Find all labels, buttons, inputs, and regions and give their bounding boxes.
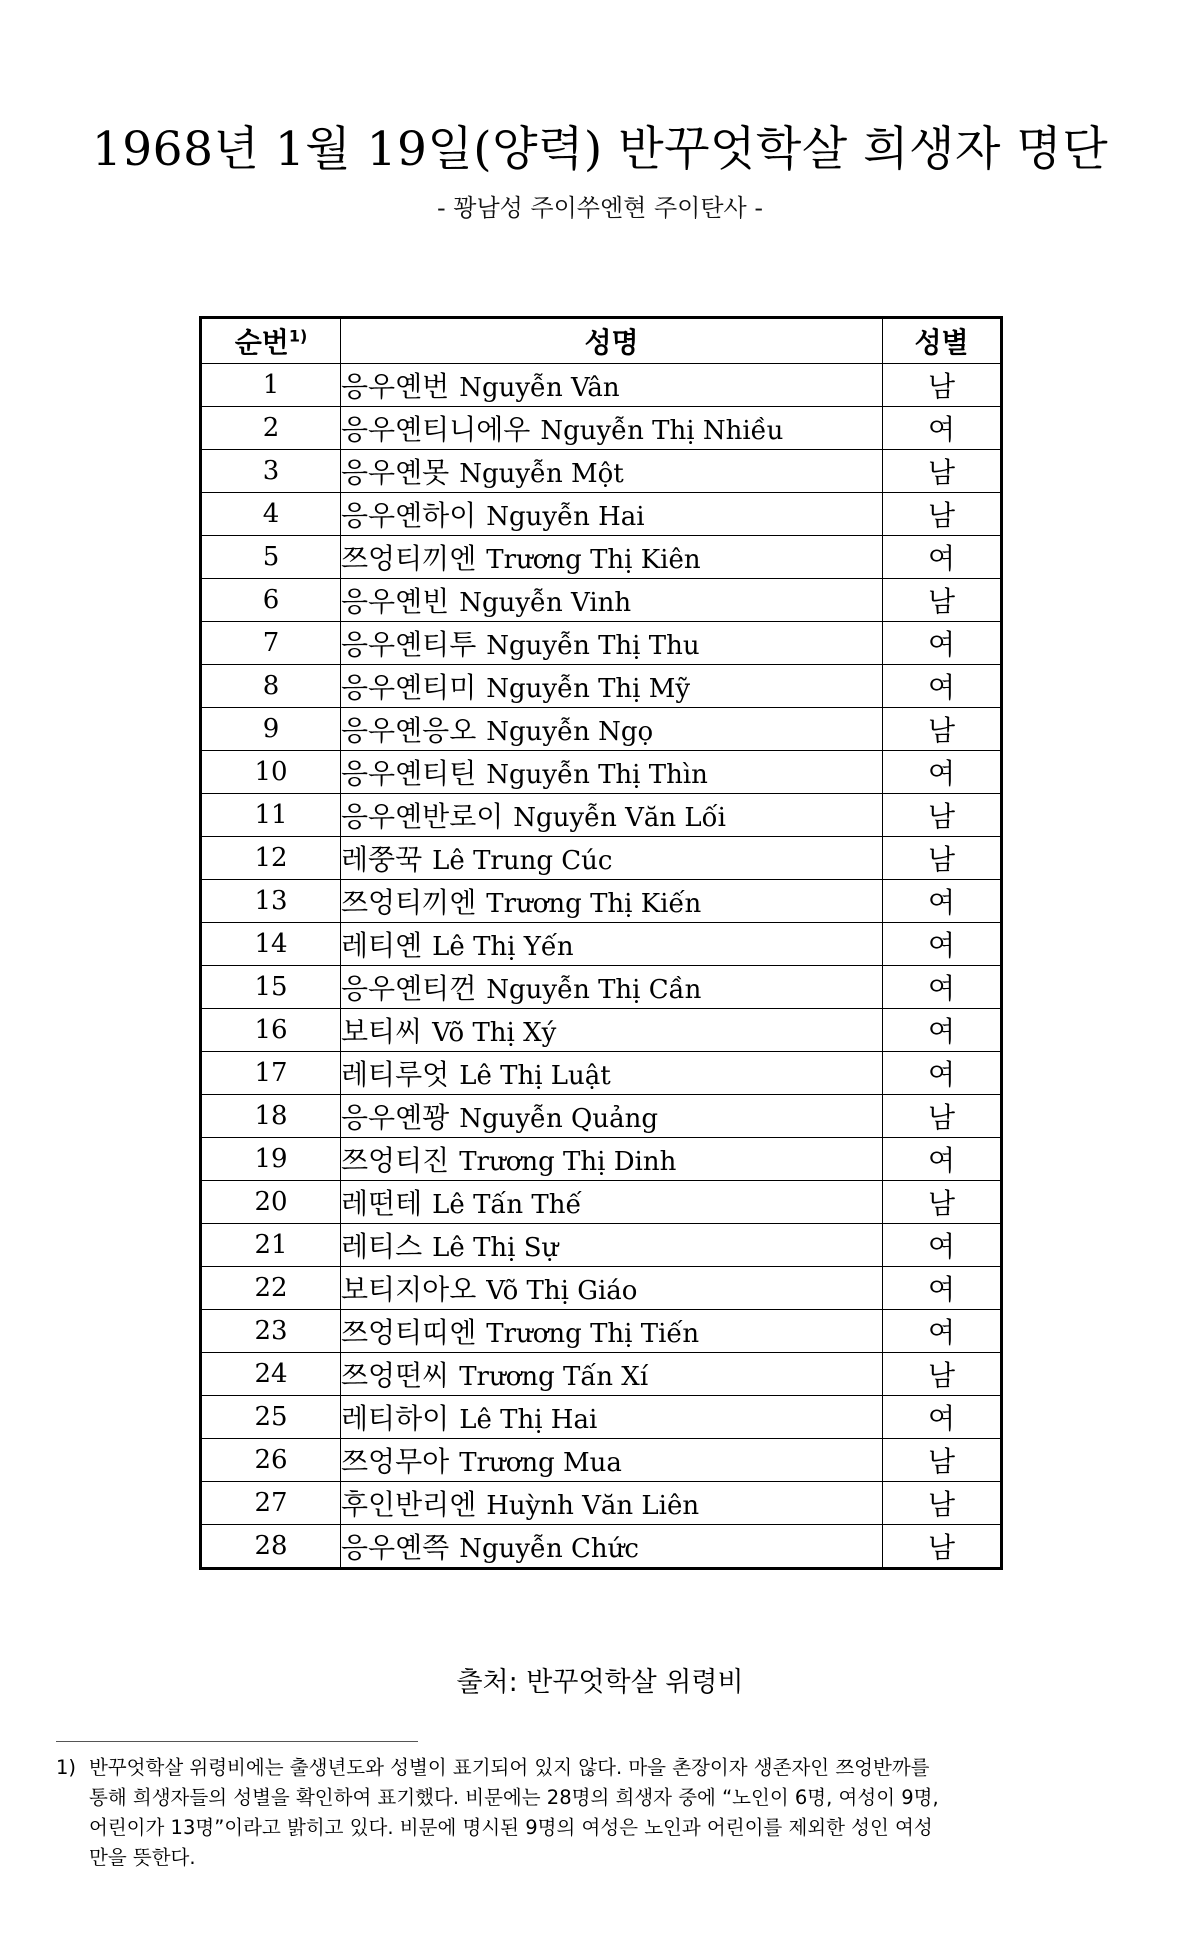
row-name: [341, 1052, 883, 1095]
header-number-label: 순번: [234, 326, 289, 359]
table-row: [201, 665, 1002, 708]
row-number: 11: [201, 794, 341, 837]
table-row: [201, 1482, 1002, 1525]
row-sex: 남: [883, 837, 1002, 880]
row-number: 18: [201, 1095, 341, 1138]
row-number: 12: [201, 837, 341, 880]
footnote-text: [89, 1753, 1146, 1873]
row-number: 7: [201, 622, 341, 665]
row-number: 5: [201, 536, 341, 579]
row-sex: 여: [883, 1267, 1002, 1310]
name-korean: 응우옌꽝: [341, 1101, 450, 1134]
row-name: [341, 880, 883, 923]
row-number: 25: [201, 1396, 341, 1439]
name-vietnamese: Nguyễn Quảng: [459, 1104, 658, 1134]
name-vietnamese: Lê Trung Cúc: [432, 846, 613, 876]
name-korean: 응우옌티투: [341, 628, 477, 661]
row-name: [341, 407, 883, 450]
row-name: [341, 1310, 883, 1353]
footnote-mark: 1): [56, 1756, 77, 1779]
row-number: 19: [201, 1138, 341, 1181]
name-korean: 응우옌빈: [341, 585, 450, 618]
name-korean: 쯔엉무아: [341, 1445, 450, 1478]
row-sex: 여: [883, 622, 1002, 665]
name-vietnamese: Lê Thị Hai: [459, 1405, 598, 1435]
name-korean: 응우옌못: [341, 456, 450, 489]
table-row: [201, 1353, 1002, 1396]
row-name: [341, 1138, 883, 1181]
name-vietnamese: Nguyễn Thị Thu: [486, 631, 700, 661]
row-name: [341, 579, 883, 622]
row-sex: 남: [883, 794, 1002, 837]
row-number: 23: [201, 1310, 341, 1353]
document-subtitle: - 꽝남성 주이쑤엔현 주이탄사 -: [436, 194, 764, 222]
footnote-reference: 1): [288, 326, 308, 346]
row-number: 4: [201, 493, 341, 536]
name-vietnamese: Nguyễn Thị Thìn: [486, 760, 708, 790]
row-sex: 여: [883, 1224, 1002, 1267]
table-row: [201, 450, 1002, 493]
row-number: 9: [201, 708, 341, 751]
name-korean: 후인반리엔: [341, 1488, 477, 1521]
row-number: 22: [201, 1267, 341, 1310]
row-name: [341, 450, 883, 493]
name-vietnamese: Trương Thị Tiến: [486, 1319, 700, 1349]
name-korean: 레떤테: [341, 1187, 423, 1220]
row-sex: 남: [883, 708, 1002, 751]
row-number: 13: [201, 880, 341, 923]
name-vietnamese: Trương Mua: [459, 1448, 622, 1478]
row-name: [341, 1396, 883, 1439]
name-korean: 보티지아오: [341, 1273, 477, 1306]
row-sex: 여: [883, 665, 1002, 708]
name-korean: 응우옌티틴: [341, 757, 477, 790]
name-vietnamese: Trương Thị Kiên: [486, 545, 701, 575]
row-name: [341, 536, 883, 579]
name-vietnamese: Lê Tấn Thế: [432, 1190, 582, 1220]
table-row: [201, 1396, 1002, 1439]
row-number: 2: [201, 407, 341, 450]
footnote-line: 만을 뜻한다.: [89, 1846, 196, 1869]
row-name: [341, 1224, 883, 1267]
footnote-line: 어린이가 13명”이라고 밝히고 있다. 비문에 명시된 9명의 여성은 노인과 어린이를 제외한 성인 여성: [89, 1816, 933, 1839]
row-name: [341, 966, 883, 1009]
header-sex: 성별: [883, 318, 1002, 364]
row-number: 26: [201, 1439, 341, 1482]
name-vietnamese: Võ Thị Giáo: [486, 1276, 638, 1306]
table-row: [201, 1310, 1002, 1353]
row-sex: 여: [883, 536, 1002, 579]
row-sex: 여: [883, 407, 1002, 450]
name-korean: 쯔엉티끼엔: [341, 542, 477, 575]
row-sex: 남: [883, 364, 1002, 407]
table-row: [201, 751, 1002, 794]
table-row: [201, 407, 1002, 450]
table-row: [201, 1224, 1002, 1267]
name-vietnamese: Nguyễn Văn Lối: [513, 803, 726, 833]
table-row: [201, 880, 1002, 923]
row-name: [341, 622, 883, 665]
footnote-line: 반꾸엇학살 위령비에는 출생년도와 성별이 표기되어 있지 않다. 마을 촌장이자 생존자인 쯔엉반까를: [89, 1756, 930, 1779]
row-sex: 여: [883, 751, 1002, 794]
table-row: [201, 622, 1002, 665]
table-row: [201, 1439, 1002, 1482]
name-korean: 응우옌하이: [341, 499, 477, 532]
row-name: [341, 1353, 883, 1396]
row-name: [341, 837, 883, 880]
row-sex: 여: [883, 1310, 1002, 1353]
table-row: [201, 1181, 1002, 1224]
table-row: [201, 536, 1002, 579]
row-sex: 남: [883, 1439, 1002, 1482]
name-vietnamese: Nguyễn Thị Nhiều: [540, 416, 784, 446]
row-name: [341, 1267, 883, 1310]
footnote-line: 통해 희생자들의 성별을 확인하여 표기했다. 비문에는 28명의 희생자 중에 “노인이 6명, 여성이 9명,: [89, 1786, 939, 1809]
name-vietnamese: Trương Thị Kiến: [486, 889, 702, 919]
name-korean: 레티하이: [341, 1402, 450, 1435]
row-name: [341, 751, 883, 794]
row-name: [341, 1095, 883, 1138]
name-vietnamese: Nguyễn Hai: [486, 502, 645, 532]
table-row: [201, 364, 1002, 407]
table-row: [201, 837, 1002, 880]
row-name: [341, 1181, 883, 1224]
name-vietnamese: Trương Thị Dinh: [459, 1147, 677, 1177]
row-sex: 남: [883, 1095, 1002, 1138]
row-number: 6: [201, 579, 341, 622]
row-number: 20: [201, 1181, 341, 1224]
row-name: [341, 1525, 883, 1569]
name-vietnamese: Nguyễn Thị Mỹ: [486, 674, 691, 704]
row-name: [341, 794, 883, 837]
row-number: 8: [201, 665, 341, 708]
row-sex: 여: [883, 966, 1002, 1009]
row-name: [341, 1009, 883, 1052]
name-korean: 쯔엉티진: [341, 1144, 450, 1177]
row-sex: 남: [883, 493, 1002, 536]
name-korean: 쯔엉티띠엔: [341, 1316, 477, 1349]
name-korean: 쯔엉떤씨: [341, 1359, 450, 1392]
row-number: 1: [201, 364, 341, 407]
name-vietnamese: Lê Thị Luật: [459, 1061, 611, 1091]
name-vietnamese: Nguyễn Một: [459, 459, 624, 489]
name-vietnamese: Nguyễn Vân: [459, 373, 620, 403]
name-korean: 응우옌티껀: [341, 972, 477, 1005]
name-korean: 응우옌반로이: [341, 800, 504, 833]
row-sex: 여: [883, 880, 1002, 923]
name-vietnamese: Võ Thị Xý: [432, 1018, 557, 1048]
name-vietnamese: Nguyễn Chức: [459, 1534, 639, 1564]
name-korean: 응우옌번: [341, 370, 450, 403]
row-name: [341, 923, 883, 966]
row-name: [341, 665, 883, 708]
table-row: [201, 1095, 1002, 1138]
footnote-divider: [56, 1741, 418, 1742]
row-sex: 남: [883, 1181, 1002, 1224]
row-sex: 남: [883, 579, 1002, 622]
header-number: [201, 318, 341, 364]
header-name: 성명: [341, 318, 883, 364]
name-korean: 응우옌티미: [341, 671, 477, 704]
row-number: 28: [201, 1525, 341, 1569]
row-sex: 남: [883, 1353, 1002, 1396]
name-vietnamese: Lê Thị Yến: [432, 932, 574, 962]
row-sex: 여: [883, 1396, 1002, 1439]
footnote: [56, 1753, 1146, 1873]
table-header-row: [201, 318, 1002, 364]
row-number: 14: [201, 923, 341, 966]
table-row: [201, 1267, 1002, 1310]
row-number: 15: [201, 966, 341, 1009]
name-vietnamese: Nguyễn Ngọ: [486, 717, 654, 747]
table-row: [201, 794, 1002, 837]
row-name: [341, 708, 883, 751]
name-vietnamese: Lê Thị Sự: [432, 1233, 559, 1263]
row-number: 10: [201, 751, 341, 794]
name-korean: 레쭝꾹: [341, 843, 423, 876]
row-number: 24: [201, 1353, 341, 1396]
name-korean: 레티스: [341, 1230, 423, 1263]
name-vietnamese: Nguyễn Thị Cần: [486, 975, 702, 1005]
row-sex: 남: [883, 450, 1002, 493]
name-vietnamese: Trương Tấn Xí: [459, 1362, 649, 1392]
row-name: [341, 493, 883, 536]
table-row: [201, 923, 1002, 966]
row-sex: 여: [883, 1138, 1002, 1181]
name-korean: 응우옌응오: [341, 714, 477, 747]
row-number: 3: [201, 450, 341, 493]
row-sex: 여: [883, 923, 1002, 966]
name-vietnamese: Nguyễn Vinh: [459, 588, 632, 618]
row-name: [341, 364, 883, 407]
table-row: [201, 1009, 1002, 1052]
table-row: [201, 708, 1002, 751]
table-row: [201, 1138, 1002, 1181]
table-row: [201, 493, 1002, 536]
row-number: 17: [201, 1052, 341, 1095]
row-sex: 남: [883, 1525, 1002, 1569]
victim-list-table: [199, 316, 1003, 1570]
row-sex: 남: [883, 1482, 1002, 1525]
table-row: [201, 1525, 1002, 1569]
row-sex: 여: [883, 1052, 1002, 1095]
row-sex: 여: [883, 1009, 1002, 1052]
row-number: 16: [201, 1009, 341, 1052]
table-body: [201, 364, 1002, 1569]
name-korean: 레티옌: [341, 929, 423, 962]
table-row: [201, 579, 1002, 622]
name-korean: 레티루엇: [341, 1058, 450, 1091]
name-korean: 보티씨: [341, 1015, 423, 1048]
table-row: [201, 1052, 1002, 1095]
row-name: [341, 1439, 883, 1482]
document-title: 1968년 1월 19일(양력) 반꾸엇학살 희생자 명단: [91, 122, 1109, 177]
name-korean: 응우옌쯕: [341, 1531, 450, 1564]
row-number: 27: [201, 1482, 341, 1525]
name-korean: 쯔엉티끼엔: [341, 886, 477, 919]
name-vietnamese: Huỳnh Văn Liên: [486, 1491, 700, 1521]
table-row: [201, 966, 1002, 1009]
row-name: [341, 1482, 883, 1525]
name-korean: 응우옌티니에우: [341, 413, 531, 446]
source-note: 출처: 반꾸엇학살 위령비: [456, 1667, 744, 1698]
row-number: 21: [201, 1224, 341, 1267]
